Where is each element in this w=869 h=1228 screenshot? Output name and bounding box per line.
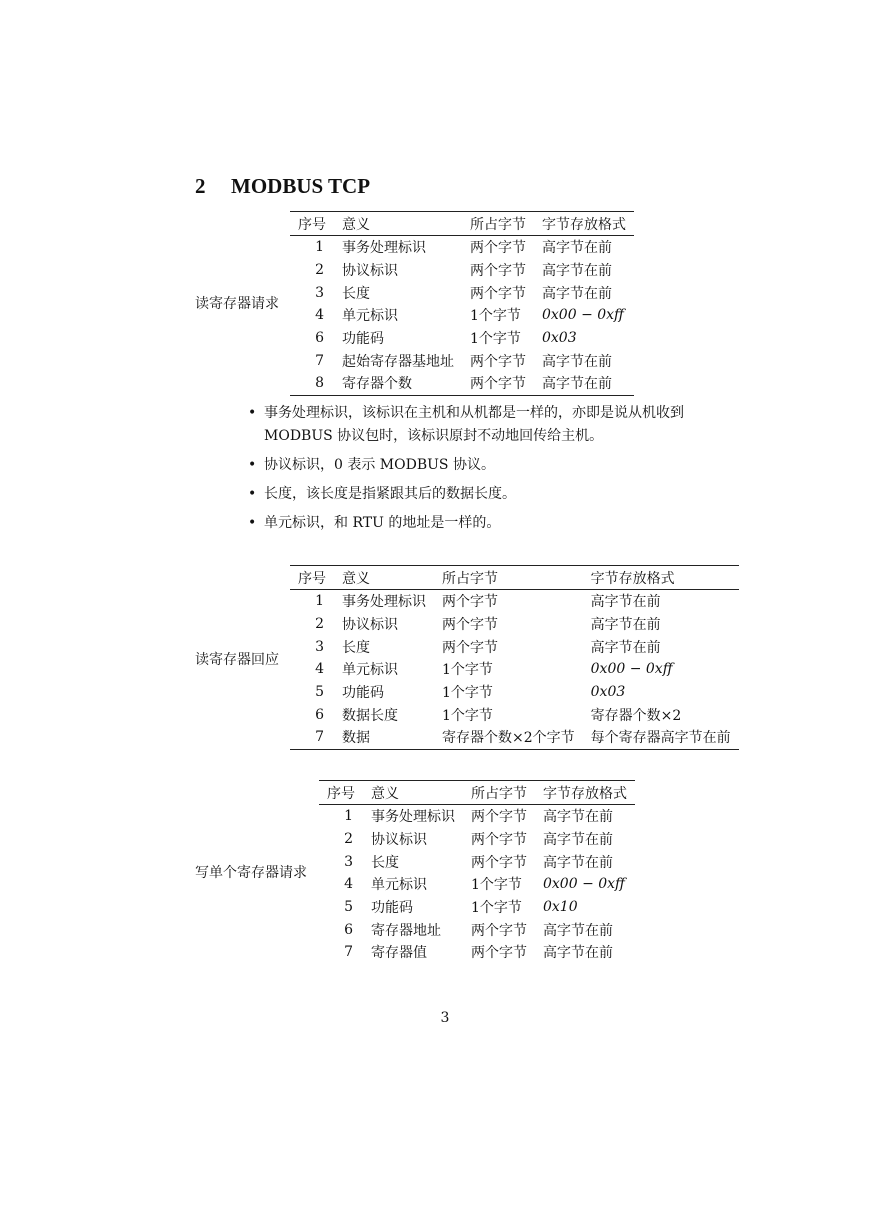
header-index: 序号: [319, 781, 363, 805]
cell-index: 4: [344, 876, 353, 893]
cell-index: 7: [344, 944, 353, 961]
bullet: •: [248, 457, 257, 473]
cell-bytes: 1个字节: [442, 707, 493, 724]
header-meaning: 意义: [363, 781, 463, 805]
cell-index: 4: [315, 307, 324, 324]
header-index: 序号: [290, 566, 334, 590]
note-text: 事务处理标识，该标识在主机和从机都是一样的，亦即是说从机收到MODBUS 协议包时，该标识原封不动地回传给主机。: [264, 405, 684, 444]
cell-index: 2: [315, 262, 324, 279]
cell-format: 高字节在前: [543, 809, 613, 826]
note-text: 长度，该长度是指紧跟其后的数据长度。: [264, 486, 516, 502]
table-row: [319, 918, 635, 941]
cell-bytes: 两个字节: [462, 372, 534, 395]
table-row: [290, 703, 739, 726]
table-row: [319, 828, 635, 851]
bullet: •: [248, 486, 257, 502]
table-row: [319, 896, 635, 919]
cell-format: 高字节在前: [543, 922, 613, 939]
header-format: 字节存放格式: [534, 212, 634, 236]
cell-index: 3: [315, 284, 324, 301]
header-format: 字节存放格式: [535, 781, 635, 805]
cell-index: 5: [315, 684, 324, 701]
cell-format: 高字节在前: [542, 285, 612, 302]
cell-meaning: 长度: [371, 854, 399, 871]
cell-format: 高字节在前: [590, 617, 661, 634]
list-item: [248, 512, 718, 535]
cell-meaning: 功能码: [342, 685, 384, 702]
table-header-row: [290, 566, 739, 590]
read-register-response-table: [290, 565, 739, 750]
header-bytes: 所占字节: [463, 781, 535, 805]
cell-bytes: 两个字节: [442, 639, 498, 656]
cell-meaning: 协议标识: [371, 832, 427, 849]
header-meaning: 意义: [334, 212, 462, 236]
table-row: [290, 613, 739, 636]
note-text: 协议标识，0 表示 MODBUS 协议。: [264, 457, 495, 473]
list-item: [248, 483, 718, 506]
cell-meaning: 事务处理标识: [342, 594, 426, 611]
table-row: [290, 236, 634, 259]
cell-bytes: 两个字节: [471, 854, 527, 871]
cell-index: 7: [315, 352, 324, 369]
cell-bytes: 两个字节: [442, 594, 498, 611]
cell-meaning: 单元标识: [342, 308, 398, 325]
header-format: 字节存放格式: [583, 566, 739, 590]
cell-bytes: 1个字节: [470, 331, 521, 348]
cell-bytes: 两个字节: [442, 617, 498, 634]
table-header-row: [319, 781, 635, 805]
cell-bytes: 1个字节: [471, 877, 522, 894]
header-bytes: 所占字节: [434, 566, 583, 590]
cell-index: 6: [315, 706, 324, 723]
table-label-write-request: 写单个寄存器请求: [195, 865, 307, 881]
cell-bytes: 两个字节: [471, 922, 527, 939]
cell-format: 高字节在前: [543, 832, 613, 849]
cell-meaning: 数据长度: [342, 707, 398, 724]
cell-meaning: 功能码: [342, 331, 384, 348]
cell-meaning: 起始寄存器基地址: [342, 353, 454, 370]
table-row: [290, 281, 634, 304]
cell-format: 0x03: [590, 684, 626, 701]
notes-list: [248, 402, 718, 541]
table-row: [319, 805, 635, 828]
bullet: •: [248, 515, 257, 531]
section-heading: [195, 174, 370, 199]
table-row: [290, 327, 634, 350]
cell-format: 高字节在前: [543, 854, 613, 871]
list-item: [248, 454, 718, 477]
cell-meaning: 长度: [342, 639, 370, 656]
bullet: •: [248, 405, 257, 421]
cell-bytes: 两个字节: [471, 832, 527, 849]
cell-meaning: 寄存器地址: [371, 922, 441, 939]
cell-index: 2: [344, 831, 353, 848]
cell-bytes: 1个字节: [471, 900, 522, 917]
cell-bytes: 1个字节: [442, 662, 493, 679]
table-row: [319, 941, 635, 964]
cell-format: 0x00 − 0xff: [590, 661, 673, 678]
table-row: [290, 259, 634, 282]
cell-format: 高字节在前: [542, 240, 612, 257]
cell-meaning: 单元标识: [371, 877, 427, 894]
cell-bytes: 1个字节: [442, 685, 493, 702]
cell-bytes: 两个字节: [471, 809, 527, 826]
list-item: [248, 402, 718, 448]
table-label-read-response: 读寄存器回应: [195, 652, 279, 668]
cell-index: 4: [315, 661, 324, 678]
cell-format: 高字节在前: [543, 945, 613, 962]
write-single-register-request-table: [319, 780, 635, 964]
cell-index: 7: [290, 726, 334, 749]
cell-format: 每个寄存器高字节在前: [583, 726, 739, 749]
cell-index: 3: [315, 638, 324, 655]
table-row: [319, 850, 635, 873]
cell-meaning: 事务处理标识: [342, 240, 426, 257]
cell-bytes: 两个字节: [470, 353, 526, 370]
cell-meaning: 协议标识: [342, 617, 398, 634]
page-number: 3: [440, 1010, 450, 1026]
cell-format: 0x10: [543, 899, 578, 916]
cell-format: 高字节在前: [542, 353, 612, 370]
cell-index: 5: [344, 899, 353, 916]
section-number: 2: [195, 174, 206, 198]
cell-bytes: 两个字节: [470, 263, 526, 280]
cell-meaning: 事务处理标识: [371, 809, 455, 826]
cell-index: 8: [290, 372, 334, 395]
cell-index: 1: [344, 808, 353, 825]
cell-index: 1: [315, 239, 324, 256]
table-row: [290, 658, 739, 681]
cell-format: 高字节在前: [534, 372, 634, 395]
cell-format: 寄存器个数×2: [590, 707, 682, 724]
table-row: [290, 590, 739, 613]
cell-meaning: 单元标识: [342, 662, 398, 679]
table-row: [290, 372, 634, 395]
table-row: [290, 635, 739, 658]
cell-meaning: 寄存器个数: [334, 372, 462, 395]
cell-format: 高字节在前: [542, 263, 612, 280]
cell-index: 6: [315, 330, 324, 347]
header-bytes: 所占字节: [462, 212, 534, 236]
cell-index: 2: [315, 616, 324, 633]
header-index: 序号: [290, 212, 334, 236]
cell-format: 0x03: [542, 330, 577, 347]
cell-meaning: 数据: [334, 726, 434, 749]
section-title: MODBUS TCP: [231, 174, 371, 198]
read-register-request-table: [290, 211, 634, 396]
table-row: [290, 726, 739, 749]
table-label-read-request: 读寄存器请求: [195, 296, 279, 312]
cell-meaning: 功能码: [371, 900, 413, 917]
cell-format: 高字节在前: [590, 639, 661, 656]
cell-index: 1: [315, 593, 324, 610]
cell-meaning: 寄存器值: [371, 945, 427, 962]
cell-index: 3: [344, 853, 353, 870]
cell-bytes: 1个字节: [470, 308, 521, 325]
cell-format: 高字节在前: [590, 594, 661, 611]
cell-bytes: 两个字节: [470, 285, 526, 302]
table-row: [319, 873, 635, 896]
table-row: [290, 681, 739, 704]
cell-format: 0x00 − 0xff: [543, 876, 625, 893]
cell-meaning: 协议标识: [342, 263, 398, 280]
header-meaning: 意义: [334, 566, 434, 590]
cell-bytes: 两个字节: [471, 945, 527, 962]
cell-meaning: 长度: [342, 285, 370, 302]
table-row: [290, 304, 634, 327]
cell-index: 6: [344, 921, 353, 938]
cell-bytes: 寄存器个数×2个字节: [434, 726, 583, 749]
table-row: [290, 349, 634, 372]
cell-bytes: 两个字节: [470, 240, 526, 257]
cell-format: 0x00 − 0xff: [542, 307, 624, 324]
note-text: 单元标识，和 RTU 的地址是一样的。: [264, 515, 501, 531]
table-header-row: [290, 212, 634, 236]
